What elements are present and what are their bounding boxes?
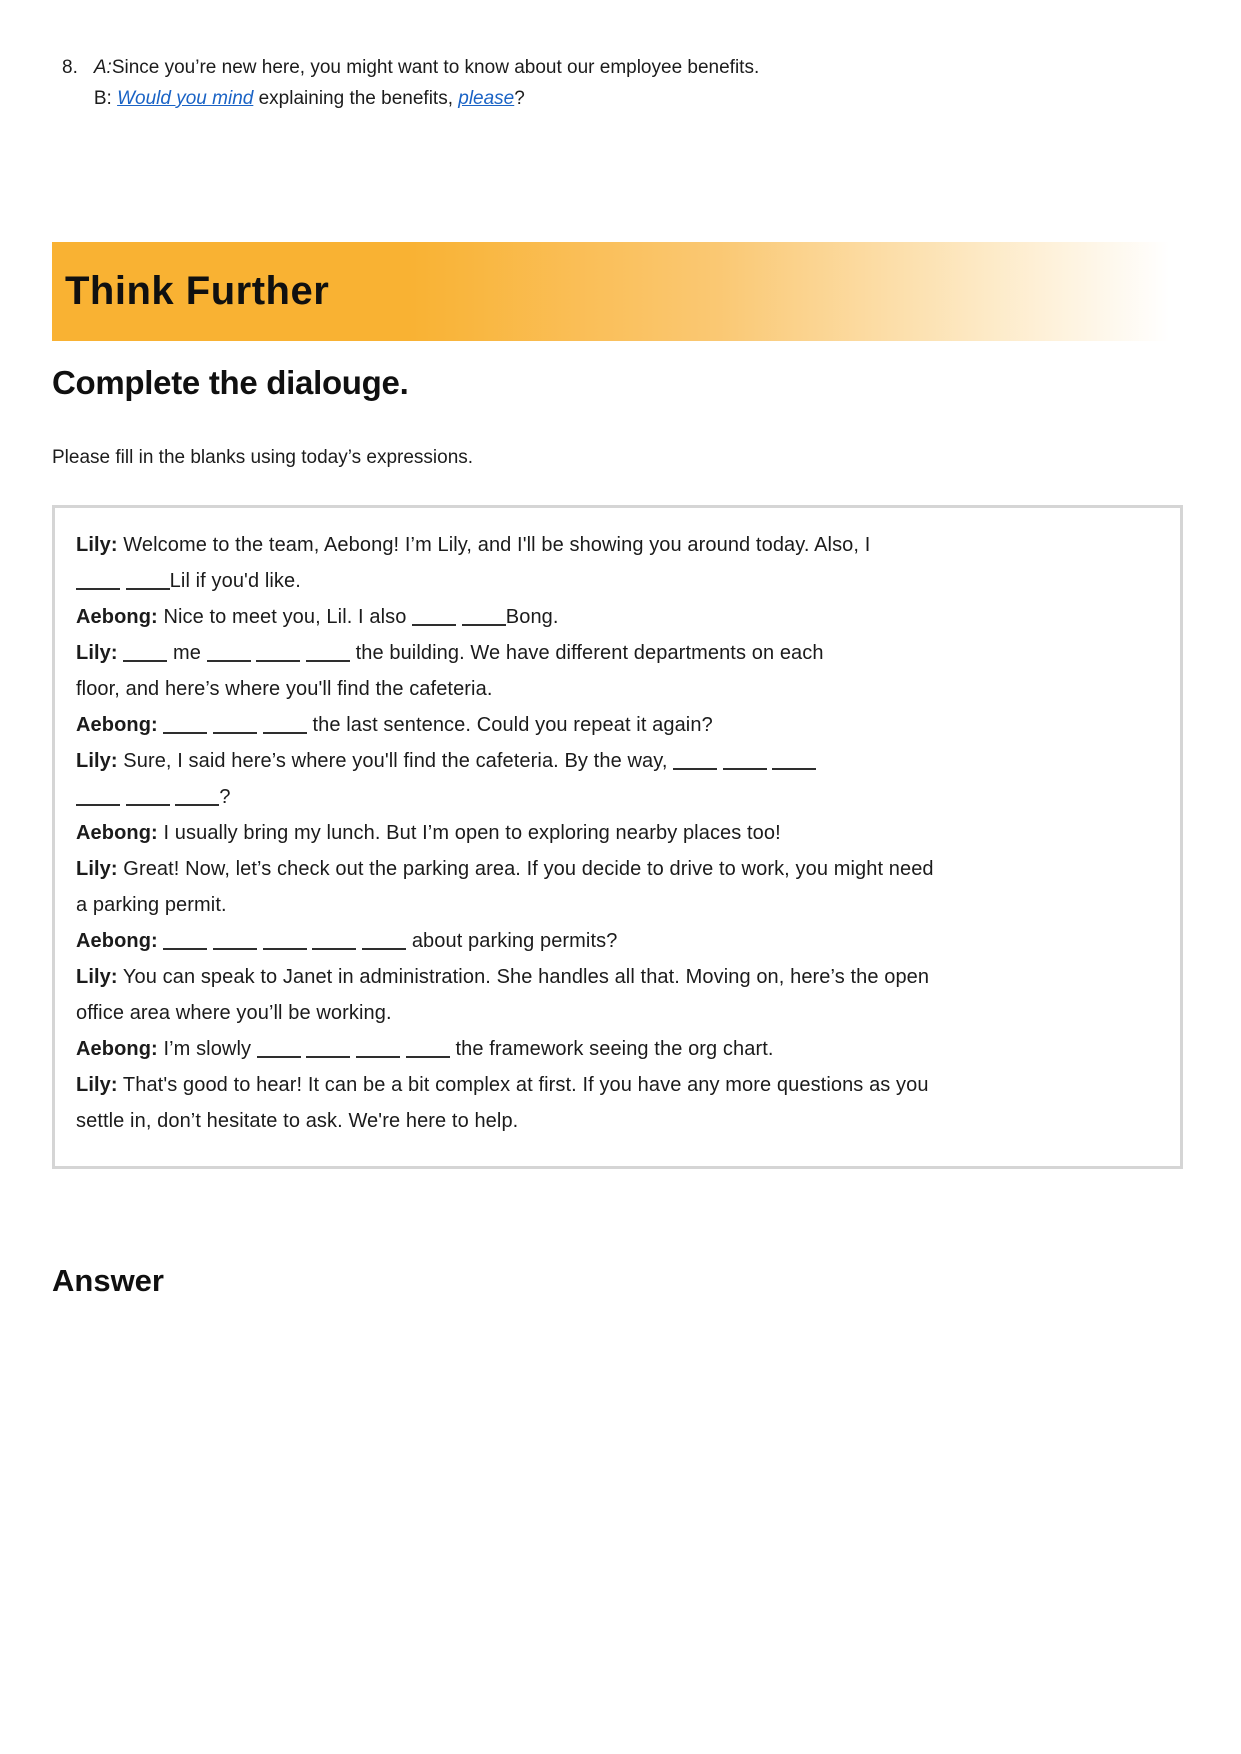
fill-in-blank [76, 800, 120, 806]
speaker-b-label: B: [93, 88, 118, 109]
fill-in-blank [263, 728, 307, 734]
fill-in-blank [123, 656, 167, 662]
dialogue-line: Lily: You can speak to Janet in administration. She handles all that. Moving on, here’s the open [76, 966, 930, 988]
fill-in-blank [213, 728, 257, 734]
question-line-a [94, 52, 759, 83]
speaker-name: Lily: [76, 642, 118, 664]
fill-in-blank [163, 728, 207, 734]
dialogue-line: Lily: Welcome to the team, Aebong! I’m Lily, and I'll be showing you around today. Also, I [76, 534, 871, 556]
dialogue-line: Aebong: I’m slowly the framework seeing the org chart. [76, 1038, 774, 1060]
question-item-8 [62, 52, 1183, 114]
think-further-title: Think Further [65, 269, 330, 313]
speaker-name: Aebong: [76, 606, 158, 628]
line-b-suffix: ? [514, 88, 525, 109]
fill-in-blank [362, 944, 406, 950]
dialogue-line: Aebong: the last sentence. Could you repeat it again? [76, 714, 713, 736]
dialogue-line: Aebong: I usually bring my lunch. But I’m open to exploring nearby places too! [76, 822, 781, 844]
speaker-name: Aebong: [76, 1038, 158, 1060]
fill-in-blank [175, 800, 219, 806]
fill-in-blank [412, 620, 456, 626]
dialogue-line: floor, and here’s where you'll find the cafeteria. [76, 678, 493, 700]
fill-in-blank [126, 800, 170, 806]
fill-in-blank [723, 764, 767, 770]
fill-in-blank [207, 656, 251, 662]
fill-in-blank [462, 620, 506, 626]
think-further-banner [52, 242, 1241, 341]
fill-in-blank [673, 764, 717, 770]
fill-in-blank [256, 656, 300, 662]
speaker-name: Lily: [76, 858, 118, 880]
question-line-b [94, 83, 759, 114]
fill-in-blank [263, 944, 307, 950]
dialogue-line: Lily: That's good to hear! It can be a bit complex at first. If you have any more questions as you [76, 1074, 929, 1096]
dialogue-line: Lily: Sure, I said here’s where you'll find the cafeteria. By the way, [76, 743, 1159, 779]
dialogue-line: settle in, don’t hesitate to ask. We're here to help. [76, 1110, 519, 1132]
question-number: 8. [62, 57, 78, 78]
dialogue-line: Lily: Great! Now, let’s check out the parking area. If you decide to drive to work, you might need [76, 858, 934, 880]
dialogue-line: Lily: me the building. We have different departments on each [76, 642, 824, 664]
dialogue-box [52, 505, 1183, 1169]
dialogue-line: office area where you’ll be working. [76, 1002, 392, 1024]
fill-in-blank [312, 944, 356, 950]
dialogue-line: Lil if you'd like. [76, 563, 1159, 599]
fill-in-blank [163, 944, 207, 950]
speaker-a-label: A: [93, 57, 112, 78]
answer-heading: Answer [52, 1263, 164, 1298]
fill-in-blank [356, 1052, 400, 1058]
dialogue-line: Aebong: Nice to meet you, Lil. I also Bong. [76, 606, 559, 628]
speaker-name: Lily: [76, 966, 118, 988]
speaker-name: Lily: [76, 750, 118, 772]
line-b-middle: explaining the benefits, [253, 88, 459, 109]
dialogue-line: a parking permit. [76, 894, 227, 916]
dialogue-line: Aebong: about parking permits? [76, 930, 618, 952]
expression-link-would-you-mind[interactable]: Would you mind [117, 88, 254, 109]
line-a-text: Since you’re new here, you might want to know about our employee benefits. [111, 57, 760, 78]
question-body [94, 52, 759, 114]
speaker-name: Lily: [76, 1074, 118, 1096]
fill-in-blank [257, 1052, 301, 1058]
expression-link-please[interactable]: please [458, 88, 515, 109]
fill-in-blank [406, 1052, 450, 1058]
exercise-heading: Complete the dialouge. [52, 364, 409, 401]
speaker-name: Aebong: [76, 714, 158, 736]
fill-in-blank [213, 944, 257, 950]
fill-in-blank [306, 1052, 350, 1058]
speaker-name: Aebong: [76, 822, 158, 844]
fill-in-blank [126, 584, 170, 590]
dialogue-line: ? [76, 779, 1159, 815]
exercise-instruction: Please fill in the blanks using today’s expressions. [52, 447, 474, 468]
speaker-name: Aebong: [76, 930, 158, 952]
fill-in-blank [306, 656, 350, 662]
fill-in-blank [772, 764, 816, 770]
fill-in-blank [76, 584, 120, 590]
speaker-name: Lily: [76, 534, 118, 556]
